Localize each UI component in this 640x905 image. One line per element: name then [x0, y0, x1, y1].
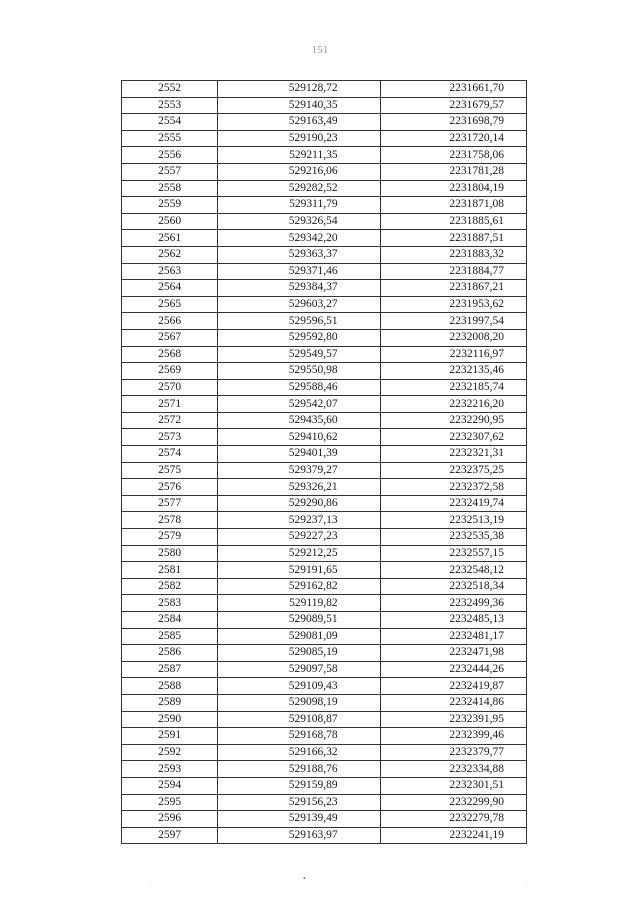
- table-row: [122, 363, 527, 380]
- point-number-cell: 2578: [122, 512, 218, 529]
- x-coordinate-cell: 529211,35: [218, 147, 380, 164]
- x-coordinate-cell: 529212,25: [218, 545, 380, 562]
- x-coordinate-cell: 529371,46: [218, 263, 380, 280]
- point-number-cell: 2584: [122, 612, 218, 629]
- table-row: [122, 280, 527, 297]
- point-number-cell: 2557: [122, 163, 218, 180]
- y-coordinate-cell: 2232299,90: [380, 794, 526, 811]
- y-coordinate-cell: 2231953,62: [380, 296, 526, 313]
- y-coordinate-cell: 2232008,20: [380, 329, 526, 346]
- point-number-cell: 2553: [122, 97, 218, 114]
- coordinates-table-body: [122, 81, 527, 844]
- x-coordinate-cell: 529156,23: [218, 794, 380, 811]
- table-row: [122, 97, 527, 114]
- point-number-cell: 2586: [122, 645, 218, 662]
- point-number-cell: 2587: [122, 661, 218, 678]
- table-row: [122, 545, 527, 562]
- point-number-cell: 2571: [122, 396, 218, 413]
- y-coordinate-cell: 2232471,98: [380, 645, 526, 662]
- point-number-cell: 2559: [122, 197, 218, 214]
- table-row: [122, 147, 527, 164]
- y-coordinate-cell: 2232399,46: [380, 728, 526, 745]
- point-number-cell: 2593: [122, 761, 218, 778]
- x-coordinate-cell: 529190,23: [218, 130, 380, 147]
- point-number-cell: 2585: [122, 628, 218, 645]
- x-coordinate-cell: 529435,60: [218, 412, 380, 429]
- point-number-cell: 2579: [122, 529, 218, 546]
- table-row: [122, 678, 527, 695]
- y-coordinate-cell: 2232391,95: [380, 711, 526, 728]
- x-coordinate-cell: 529191,65: [218, 562, 380, 579]
- table-row: [122, 446, 527, 463]
- y-coordinate-cell: 2232321,31: [380, 446, 526, 463]
- x-coordinate-cell: 529163,49: [218, 114, 380, 131]
- table-row: [122, 479, 527, 496]
- point-number-cell: 2597: [122, 827, 218, 844]
- table-row: [122, 744, 527, 761]
- table-row: [122, 412, 527, 429]
- point-number-cell: 2563: [122, 263, 218, 280]
- y-coordinate-cell: 2231883,32: [380, 246, 526, 263]
- x-coordinate-cell: 529159,89: [218, 777, 380, 794]
- y-coordinate-cell: 2232485,13: [380, 612, 526, 629]
- y-coordinate-cell: 2232279,78: [380, 811, 526, 828]
- x-coordinate-cell: 529596,51: [218, 313, 380, 330]
- point-number-cell: 2574: [122, 446, 218, 463]
- x-coordinate-cell: 529097,58: [218, 661, 380, 678]
- point-number-cell: 2556: [122, 147, 218, 164]
- coordinates-table-container: [121, 80, 527, 844]
- point-number-cell: 2561: [122, 230, 218, 247]
- table-row: [122, 379, 527, 396]
- y-coordinate-cell: 2232185,74: [380, 379, 526, 396]
- table-row: [122, 180, 527, 197]
- table-row: [122, 595, 527, 612]
- point-number-cell: 2595: [122, 794, 218, 811]
- table-row: [122, 163, 527, 180]
- x-coordinate-cell: 529109,43: [218, 678, 380, 695]
- table-row: [122, 827, 527, 844]
- table-row: [122, 197, 527, 214]
- point-number-cell: 2565: [122, 296, 218, 313]
- table-row: [122, 777, 527, 794]
- x-coordinate-cell: 529326,21: [218, 479, 380, 496]
- table-row: [122, 694, 527, 711]
- x-coordinate-cell: 529282,52: [218, 180, 380, 197]
- table-row: [122, 562, 527, 579]
- y-coordinate-cell: 2232557,15: [380, 545, 526, 562]
- point-number-cell: 2575: [122, 462, 218, 479]
- table-row: [122, 794, 527, 811]
- x-coordinate-cell: 529085,19: [218, 645, 380, 662]
- y-coordinate-cell: 2231661,70: [380, 81, 526, 98]
- point-number-cell: 2567: [122, 329, 218, 346]
- y-coordinate-cell: 2232481,17: [380, 628, 526, 645]
- x-coordinate-cell: 529108,87: [218, 711, 380, 728]
- table-row: [122, 130, 527, 147]
- point-number-cell: 2572: [122, 412, 218, 429]
- footer-mark: •: [303, 874, 306, 883]
- y-coordinate-cell: 2231867,21: [380, 280, 526, 297]
- x-coordinate-cell: 529603,27: [218, 296, 380, 313]
- point-number-cell: 2583: [122, 595, 218, 612]
- table-row: [122, 728, 527, 745]
- point-number-cell: 2573: [122, 429, 218, 446]
- table-row: [122, 313, 527, 330]
- table-row: [122, 711, 527, 728]
- x-coordinate-cell: 529168,78: [218, 728, 380, 745]
- point-number-cell: 2576: [122, 479, 218, 496]
- y-coordinate-cell: 2232334,88: [380, 761, 526, 778]
- table-row: [122, 263, 527, 280]
- point-number-cell: 2596: [122, 811, 218, 828]
- x-coordinate-cell: 529588,46: [218, 379, 380, 396]
- coordinates-table: [121, 80, 527, 844]
- x-coordinate-cell: 529311,79: [218, 197, 380, 214]
- x-coordinate-cell: 529119,82: [218, 595, 380, 612]
- table-row: [122, 230, 527, 247]
- point-number-cell: 2560: [122, 213, 218, 230]
- x-coordinate-cell: 529227,23: [218, 529, 380, 546]
- point-number-cell: 2564: [122, 280, 218, 297]
- x-coordinate-cell: 529326,54: [218, 213, 380, 230]
- x-coordinate-cell: 529363,37: [218, 246, 380, 263]
- x-coordinate-cell: 529237,13: [218, 512, 380, 529]
- table-row: [122, 429, 527, 446]
- x-coordinate-cell: 529384,37: [218, 280, 380, 297]
- point-number-cell: 2552: [122, 81, 218, 98]
- table-row: [122, 529, 527, 546]
- y-coordinate-cell: 2231884,77: [380, 263, 526, 280]
- table-row: [122, 329, 527, 346]
- x-coordinate-cell: 529401,39: [218, 446, 380, 463]
- x-coordinate-cell: 529166,32: [218, 744, 380, 761]
- point-number-cell: 2594: [122, 777, 218, 794]
- table-row: [122, 661, 527, 678]
- y-coordinate-cell: 2231885,61: [380, 213, 526, 230]
- x-coordinate-cell: 529081,09: [218, 628, 380, 645]
- y-coordinate-cell: 2232241,19: [380, 827, 526, 844]
- x-coordinate-cell: 529188,76: [218, 761, 380, 778]
- y-coordinate-cell: 2232379,77: [380, 744, 526, 761]
- table-row: [122, 246, 527, 263]
- x-coordinate-cell: 529216,06: [218, 163, 380, 180]
- x-coordinate-cell: 529128,72: [218, 81, 380, 98]
- y-coordinate-cell: 2231698,79: [380, 114, 526, 131]
- x-coordinate-cell: 529140,35: [218, 97, 380, 114]
- y-coordinate-cell: 2232419,87: [380, 678, 526, 695]
- table-row: [122, 346, 527, 363]
- point-number-cell: 2577: [122, 495, 218, 512]
- scan-mark-left: ·: [148, 880, 151, 888]
- table-row: [122, 628, 527, 645]
- y-coordinate-cell: 2231887,51: [380, 230, 526, 247]
- y-coordinate-cell: 2232375,25: [380, 462, 526, 479]
- y-coordinate-cell: 2231871,08: [380, 197, 526, 214]
- y-coordinate-cell: 2232135,46: [380, 363, 526, 380]
- y-coordinate-cell: 2232444,26: [380, 661, 526, 678]
- y-coordinate-cell: 2232301,51: [380, 777, 526, 794]
- x-coordinate-cell: 529290,86: [218, 495, 380, 512]
- point-number-cell: 2588: [122, 678, 218, 695]
- table-row: [122, 578, 527, 595]
- page-number: 151: [311, 44, 329, 56]
- y-coordinate-cell: 2232419,74: [380, 495, 526, 512]
- y-coordinate-cell: 2231804,19: [380, 180, 526, 197]
- scan-mark-right: ·: [524, 880, 527, 888]
- y-coordinate-cell: 2231679,57: [380, 97, 526, 114]
- table-row: [122, 396, 527, 413]
- x-coordinate-cell: 529542,07: [218, 396, 380, 413]
- point-number-cell: 2566: [122, 313, 218, 330]
- y-coordinate-cell: 2232116,97: [380, 346, 526, 363]
- y-coordinate-cell: 2232216,20: [380, 396, 526, 413]
- point-number-cell: 2592: [122, 744, 218, 761]
- point-number-cell: 2558: [122, 180, 218, 197]
- x-coordinate-cell: 529163,97: [218, 827, 380, 844]
- y-coordinate-cell: 2231781,28: [380, 163, 526, 180]
- table-row: [122, 811, 527, 828]
- y-coordinate-cell: 2232290,95: [380, 412, 526, 429]
- point-number-cell: 2582: [122, 578, 218, 595]
- x-coordinate-cell: 529549,57: [218, 346, 380, 363]
- point-number-cell: 2570: [122, 379, 218, 396]
- point-number-cell: 2555: [122, 130, 218, 147]
- table-row: [122, 114, 527, 131]
- x-coordinate-cell: 529342,20: [218, 230, 380, 247]
- x-coordinate-cell: 529379,27: [218, 462, 380, 479]
- x-coordinate-cell: 529592,80: [218, 329, 380, 346]
- x-coordinate-cell: 529550,98: [218, 363, 380, 380]
- table-row: [122, 612, 527, 629]
- y-coordinate-cell: 2232307,62: [380, 429, 526, 446]
- table-row: [122, 761, 527, 778]
- point-number-cell: 2580: [122, 545, 218, 562]
- point-number-cell: 2554: [122, 114, 218, 131]
- table-row: [122, 81, 527, 98]
- point-number-cell: 2581: [122, 562, 218, 579]
- y-coordinate-cell: 2232535,38: [380, 529, 526, 546]
- table-row: [122, 512, 527, 529]
- table-row: [122, 213, 527, 230]
- x-coordinate-cell: 529098,19: [218, 694, 380, 711]
- point-number-cell: 2569: [122, 363, 218, 380]
- point-number-cell: 2590: [122, 711, 218, 728]
- table-row: [122, 645, 527, 662]
- table-row: [122, 462, 527, 479]
- table-row: [122, 495, 527, 512]
- y-coordinate-cell: 2232372,58: [380, 479, 526, 496]
- y-coordinate-cell: 2232414,86: [380, 694, 526, 711]
- y-coordinate-cell: 2232548,12: [380, 562, 526, 579]
- y-coordinate-cell: 2232518,34: [380, 578, 526, 595]
- x-coordinate-cell: 529410,62: [218, 429, 380, 446]
- point-number-cell: 2589: [122, 694, 218, 711]
- y-coordinate-cell: 2231997,54: [380, 313, 526, 330]
- x-coordinate-cell: 529089,51: [218, 612, 380, 629]
- y-coordinate-cell: 2231720,14: [380, 130, 526, 147]
- table-row: [122, 296, 527, 313]
- point-number-cell: 2591: [122, 728, 218, 745]
- point-number-cell: 2568: [122, 346, 218, 363]
- y-coordinate-cell: 2231758,06: [380, 147, 526, 164]
- x-coordinate-cell: 529139,49: [218, 811, 380, 828]
- point-number-cell: 2562: [122, 246, 218, 263]
- x-coordinate-cell: 529162,82: [218, 578, 380, 595]
- y-coordinate-cell: 2232499,36: [380, 595, 526, 612]
- y-coordinate-cell: 2232513,19: [380, 512, 526, 529]
